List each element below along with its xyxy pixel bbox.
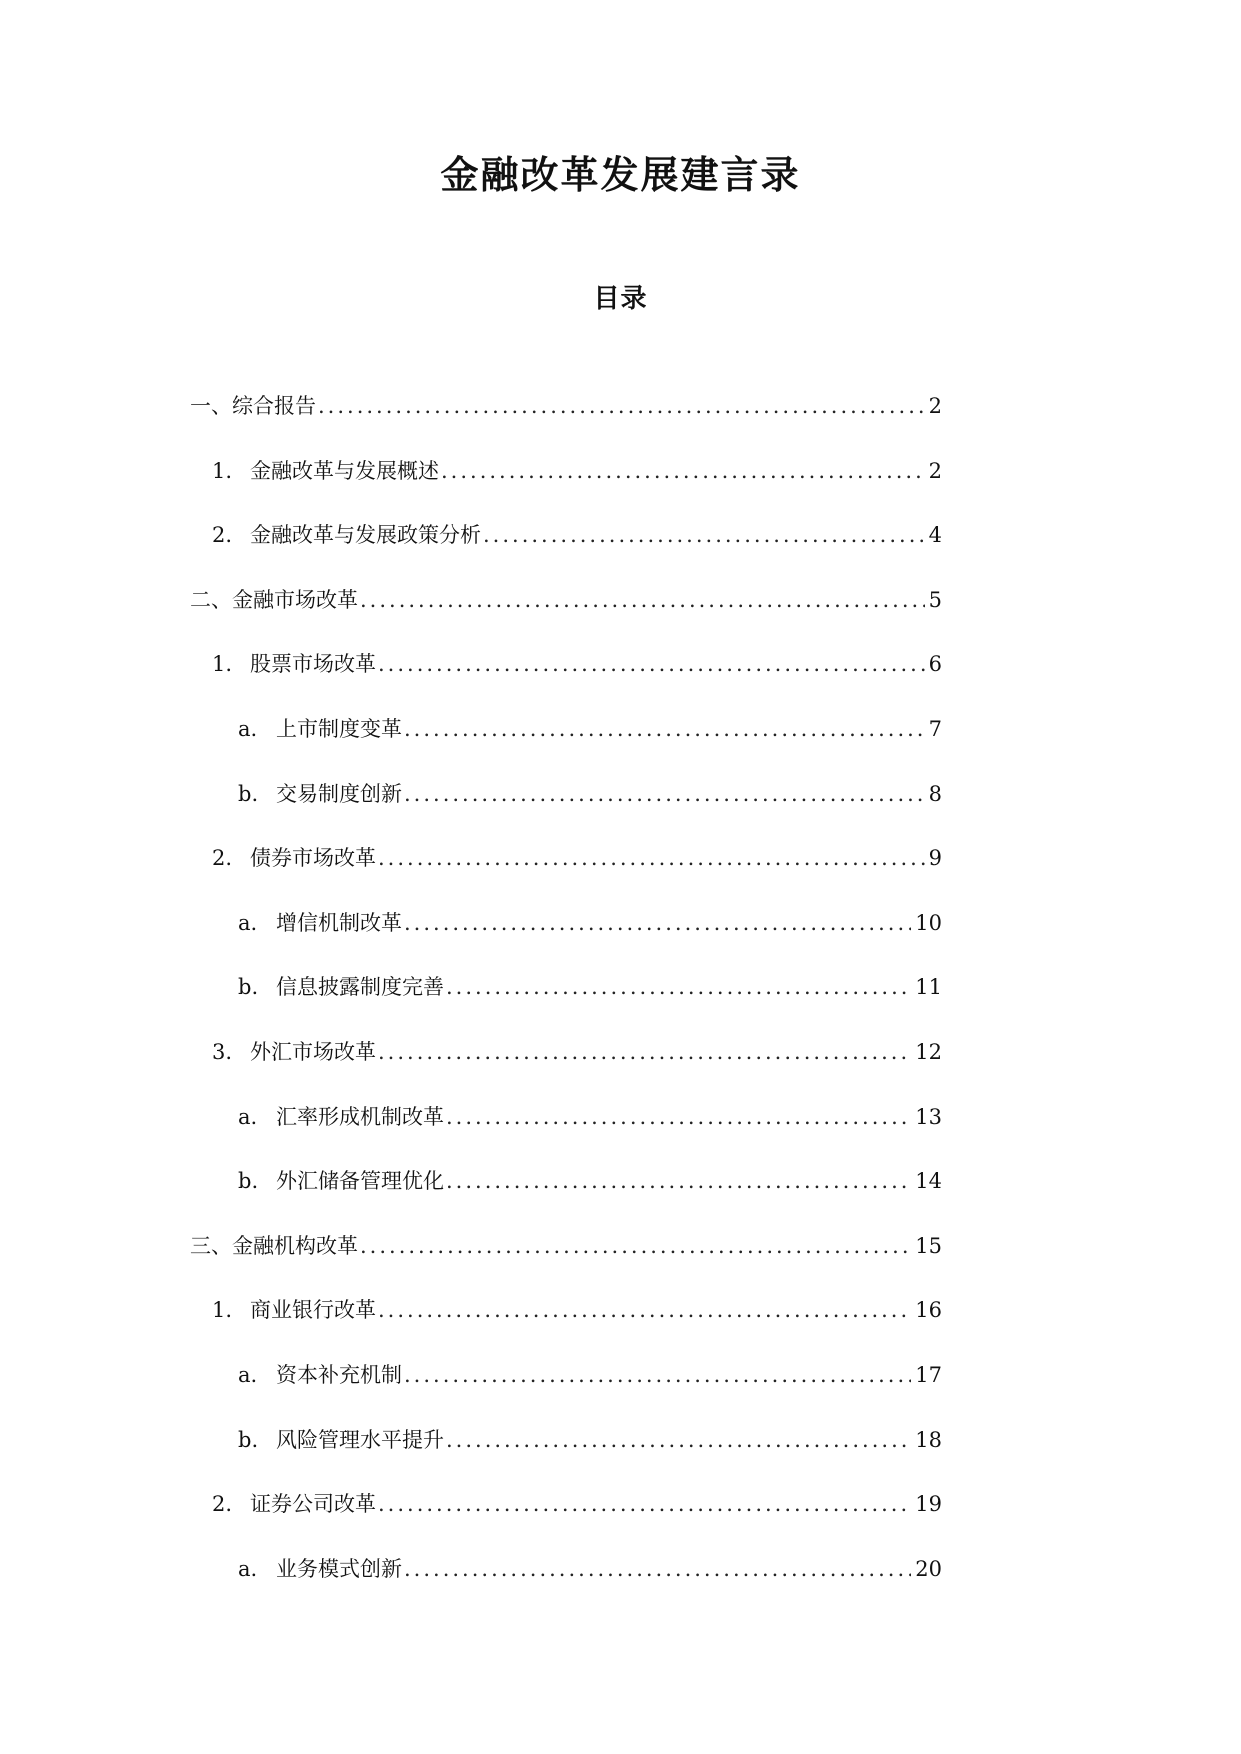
toc-dot-leader <box>446 1166 911 1196</box>
toc-entry-number: 2. <box>212 523 233 548</box>
toc-entry-label: 信息披露制度完善 <box>276 975 444 1000</box>
toc-dot-leader <box>446 972 911 1002</box>
toc-entry-number: 3. <box>212 1040 233 1064</box>
toc-entry-number: b. <box>238 975 259 1000</box>
toc-entry[interactable] <box>238 966 942 1002</box>
toc-entry-page-number: 16 <box>915 1298 942 1323</box>
toc-entry-number: a. <box>238 1363 258 1387</box>
toc-entry[interactable] <box>238 1419 942 1455</box>
document-title: 金融改革发展建言录 <box>440 152 801 197</box>
toc-entry[interactable] <box>212 450 942 486</box>
toc-dot-leader <box>378 1489 911 1519</box>
toc-entry-number: a. <box>238 717 258 741</box>
toc-dot-leader <box>404 908 911 938</box>
toc-entry-page-number: 9 <box>928 846 942 871</box>
toc-entry-page-number: 17 <box>915 1363 942 1387</box>
toc-dot-leader <box>378 1295 911 1325</box>
toc-entry-page-number: 20 <box>915 1556 942 1581</box>
toc-entry-number: b. <box>238 1169 259 1194</box>
toc-entry-label: 金融改革与发展概述 <box>250 458 439 483</box>
toc-entry[interactable] <box>212 1289 942 1325</box>
toc-dot-leader <box>446 1102 911 1132</box>
toc-entry-number: b. <box>238 781 259 806</box>
toc-dot-leader <box>404 1360 911 1390</box>
toc-dot-leader <box>404 779 925 809</box>
toc-entry-page-number: 13 <box>915 1104 942 1129</box>
toc-entry-label: 金融机构改革 <box>232 1233 358 1258</box>
toc-entry-label: 金融市场改革 <box>232 587 358 612</box>
toc-entry-label: 综合报告 <box>232 394 316 418</box>
toc-entry-label: 证券公司改革 <box>250 1492 376 1517</box>
toc-entry-label: 增信机制改革 <box>276 910 402 935</box>
toc-dot-leader <box>378 843 925 873</box>
toc-entry-number: 2. <box>212 846 233 871</box>
toc-entry[interactable] <box>238 708 942 744</box>
toc-entry[interactable] <box>190 579 942 615</box>
toc-entry-number: 1. <box>212 458 233 483</box>
toc-entry-page-number: 2 <box>928 458 942 483</box>
toc-entry-number: 三、 <box>190 1233 232 1258</box>
toc-entry[interactable] <box>238 902 942 938</box>
toc-entry[interactable] <box>238 1354 942 1390</box>
toc-entry-number: 二、 <box>190 587 232 612</box>
toc-entry-label: 股票市场改革 <box>250 652 376 677</box>
toc-entry-label: 资本补充机制 <box>276 1363 402 1387</box>
toc-entry[interactable] <box>238 773 942 809</box>
toc-entry[interactable] <box>190 1225 942 1261</box>
toc-entry[interactable] <box>212 1483 942 1519</box>
toc-entry-label: 上市制度变革 <box>276 717 402 741</box>
toc-entry[interactable] <box>238 1096 942 1132</box>
toc-entry-label: 交易制度创新 <box>276 781 402 806</box>
toc-dot-leader <box>360 1231 911 1261</box>
toc-entry-label: 业务模式创新 <box>276 1556 402 1581</box>
toc-dot-leader <box>483 520 925 550</box>
toc-dot-leader <box>441 456 925 486</box>
toc-dot-leader <box>360 585 925 615</box>
toc-entry-page-number: 2 <box>928 394 942 418</box>
toc-entry[interactable] <box>212 514 942 550</box>
toc-entry-page-number: 18 <box>915 1427 942 1452</box>
toc-heading: 目录 <box>593 284 648 314</box>
toc-entry-label: 债券市场改革 <box>250 846 376 871</box>
toc-entry-page-number: 14 <box>915 1169 942 1194</box>
toc-entry-label: 风险管理水平提升 <box>276 1427 444 1452</box>
toc-entry-page-number: 5 <box>928 587 942 612</box>
toc-entry-page-number: 11 <box>915 975 942 1000</box>
toc-entry-page-number: 8 <box>928 781 942 806</box>
toc-entry-label: 商业银行改革 <box>250 1298 376 1323</box>
toc-entry-page-number: 4 <box>928 523 942 548</box>
toc-dot-leader <box>318 391 925 421</box>
toc-entry-label: 外汇储备管理优化 <box>276 1169 444 1194</box>
toc-entry-label: 汇率形成机制改革 <box>276 1104 444 1129</box>
toc-dot-leader <box>378 1037 911 1067</box>
toc-dot-leader <box>404 714 925 744</box>
toc-entry-number: 一、 <box>190 394 232 418</box>
toc-entry-number: 2. <box>212 1492 233 1517</box>
toc-entry-page-number: 7 <box>928 717 942 741</box>
toc-entry[interactable] <box>212 643 942 679</box>
toc-entry-number: 1. <box>212 1298 233 1323</box>
toc-dot-leader <box>378 649 925 679</box>
toc-entry-number: a. <box>238 1556 258 1581</box>
toc-entry-label: 金融改革与发展政策分析 <box>250 523 481 548</box>
toc-entry-number: a. <box>238 1104 258 1129</box>
toc-entry-page-number: 19 <box>915 1492 942 1517</box>
toc-entry-page-number: 10 <box>915 910 942 935</box>
toc-entry-page-number: 6 <box>928 652 942 677</box>
toc-entry-number: 1. <box>212 652 233 677</box>
toc-entry-page-number: 12 <box>915 1040 942 1064</box>
toc-entry-page-number: 15 <box>915 1233 942 1258</box>
toc-dot-leader <box>404 1554 911 1584</box>
toc-entry[interactable] <box>212 837 942 873</box>
toc-entry[interactable] <box>190 385 942 421</box>
toc-entry-number: b. <box>238 1427 259 1452</box>
toc-entry[interactable] <box>238 1548 942 1584</box>
toc-entry-number: a. <box>238 910 258 935</box>
toc-entry[interactable] <box>238 1160 942 1196</box>
toc-dot-leader <box>446 1425 911 1455</box>
toc-entry[interactable] <box>212 1031 942 1067</box>
toc-entry-label: 外汇市场改革 <box>250 1040 376 1064</box>
